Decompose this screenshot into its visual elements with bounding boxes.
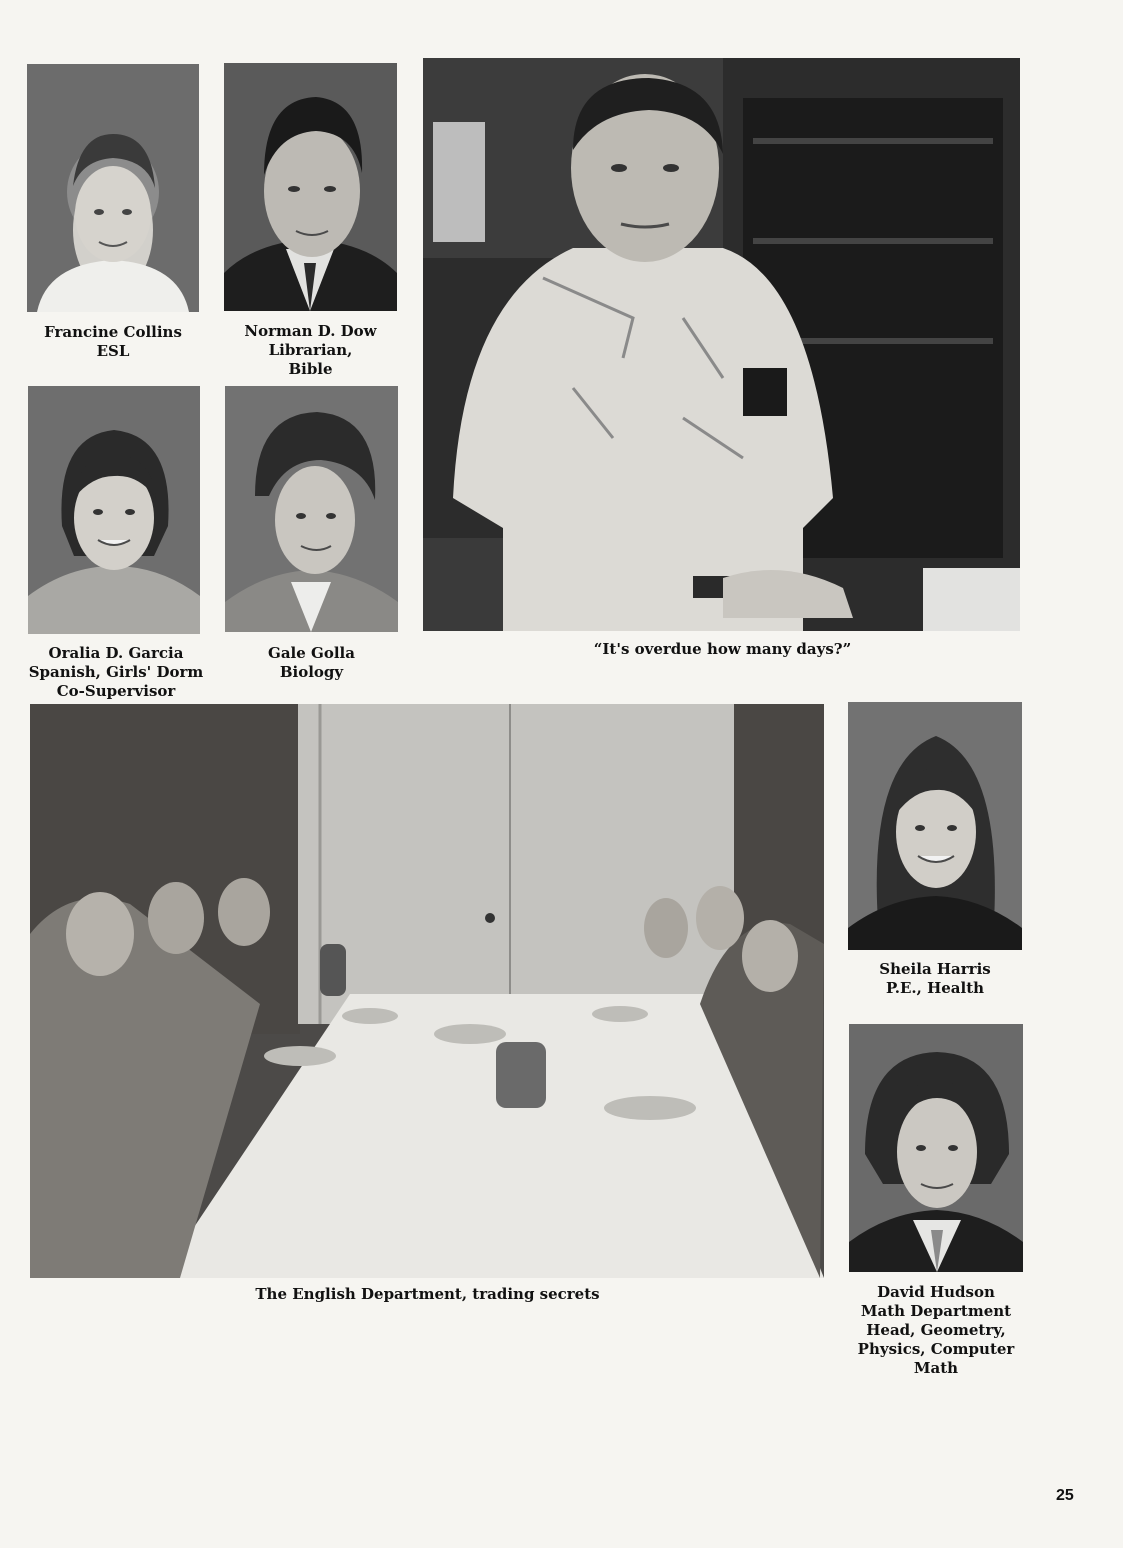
portrait-photo-hudson bbox=[849, 1024, 1023, 1272]
portrait-caption-golla bbox=[225, 644, 398, 682]
portrait-caption-garcia bbox=[18, 644, 214, 701]
portrait-name: Francine Collins bbox=[44, 323, 182, 341]
librarian-photo bbox=[423, 58, 1020, 631]
portrait-caption-hudson bbox=[838, 1283, 1034, 1378]
portrait-role: Spanish, Girls' Dorm bbox=[28, 663, 204, 681]
portrait-role: Head, Geometry, bbox=[866, 1321, 1006, 1339]
page-number: 25 bbox=[1056, 1487, 1074, 1504]
portrait-caption-collins bbox=[27, 323, 199, 361]
portrait-role: Math Department bbox=[860, 1302, 1012, 1320]
portrait-photo-collins bbox=[27, 64, 199, 312]
portrait-role: Bible bbox=[288, 360, 333, 378]
portrait-role: ESL bbox=[96, 342, 130, 360]
english-department-caption: The English Department, trading secrets bbox=[255, 1285, 600, 1303]
portrait-role: Biology bbox=[279, 663, 344, 681]
portrait-photo-harris bbox=[848, 702, 1022, 950]
librarian-photo-caption: “It's overdue how many days?” bbox=[593, 640, 852, 658]
portrait-caption-dow bbox=[224, 322, 397, 379]
portrait-role: Physics, Computer bbox=[857, 1340, 1015, 1358]
portrait-name: Norman D. Dow bbox=[244, 322, 377, 340]
portrait-photo-dow bbox=[224, 63, 397, 311]
portrait-role: Math bbox=[913, 1359, 959, 1377]
portrait-photo-garcia bbox=[28, 386, 200, 634]
portrait-role: Librarian, bbox=[268, 341, 353, 359]
portrait-role: P.E., Health bbox=[885, 979, 985, 997]
portrait-name: Oralia D. Garcia bbox=[48, 644, 184, 662]
portrait-name: David Hudson bbox=[877, 1283, 995, 1301]
portrait-name: Sheila Harris bbox=[879, 960, 991, 978]
portrait-caption-harris bbox=[848, 960, 1022, 998]
portrait-photo-golla bbox=[225, 386, 398, 632]
english-department-photo bbox=[30, 704, 824, 1278]
portrait-name: Gale Golla bbox=[268, 644, 355, 662]
portrait-role: Co-Supervisor bbox=[56, 682, 176, 700]
